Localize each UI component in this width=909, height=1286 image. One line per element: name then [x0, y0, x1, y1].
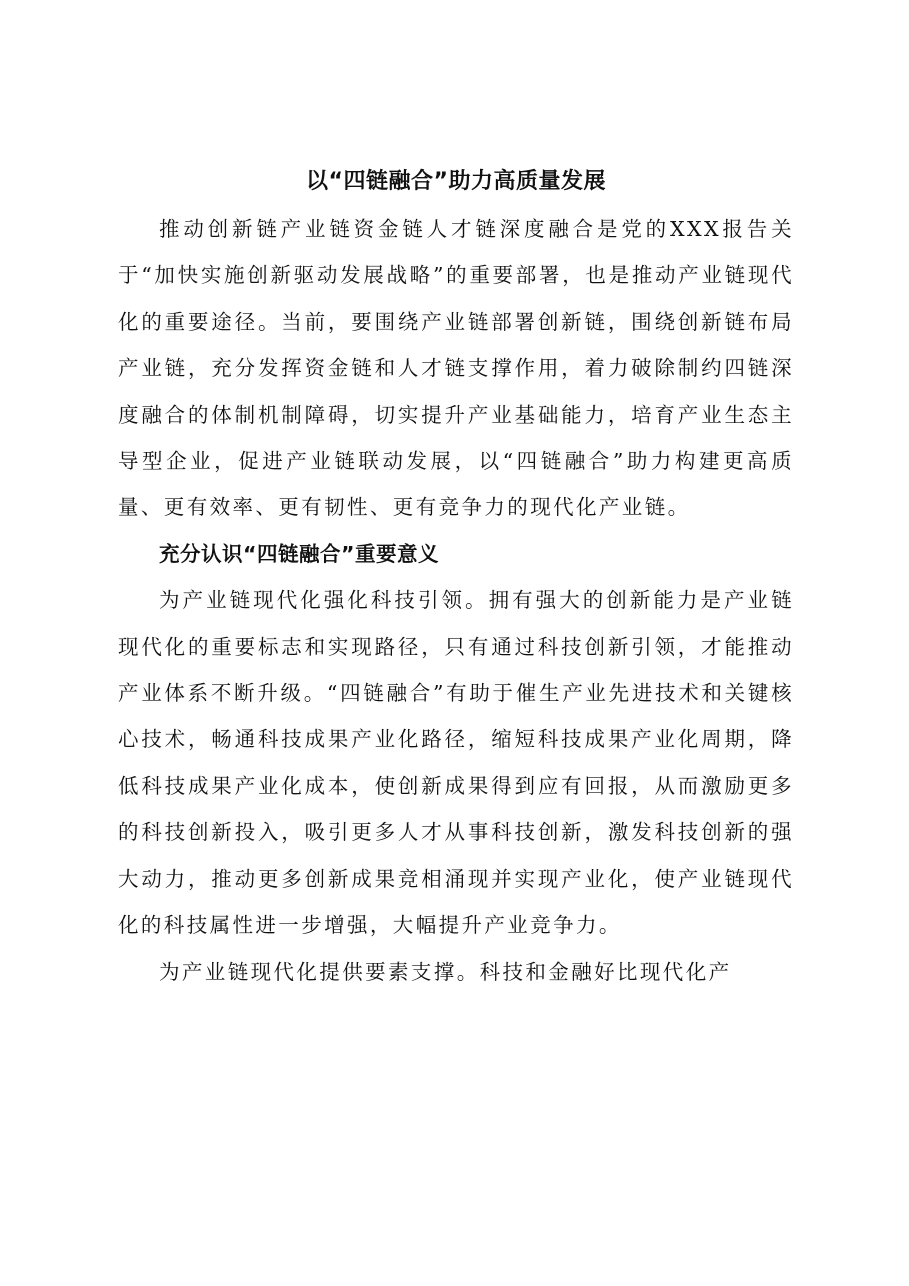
section-paragraph-2: 为产业链现代化提供要素支撑。科技和金融好比现代化产: [159, 959, 732, 984]
document-body: [118, 158, 794, 995]
document-title: 以“四链融合”助力高质量发展: [306, 169, 606, 194]
section-paragraph-1: 为产业链现代化强化科技引领。拥有强大的创新能力是产业链现代化的重要标志和实现路径，只有通过科技创新引领，才能推动产业体系不断升级。“四链融合”有助于催生产业先进技术和关键核心技术，畅通科技成果产业化路径，缩短科技成果产业化周期，降低科技成果产业化成本，使创新成果得到应有回报，从而激励更多的科技创新投入，吸引更多人才从事科技创新，激发科技创新的强大动力，推动更多创新成果竞相涌现并实现产业化，使产业链现代化的科技属性进一步增强，大幅提升产业竞争力。: [118, 588, 794, 938]
intro-paragraph: 推动创新链产业链资金链人才链深度融合是党的XXX报告关于“加快实施创新驱动发展战略”的重要部署，也是推动产业链现代化的重要途径。当前，要围绕产业链部署创新链，围绕创新链布局产业链，充分发挥资金链和人才链支撑作用，着力破除制约四链深度融合的体制机制障碍，切实提升产业基础能力，培育产业生态主导型企业，促进产业链联动发展，以“四链融合”助力构建更高质量、更有效率、更有韧性、更有竞争力的现代化产业链。: [118, 217, 794, 520]
section-heading: 充分认识“四链融合”重要意义: [159, 541, 439, 566]
